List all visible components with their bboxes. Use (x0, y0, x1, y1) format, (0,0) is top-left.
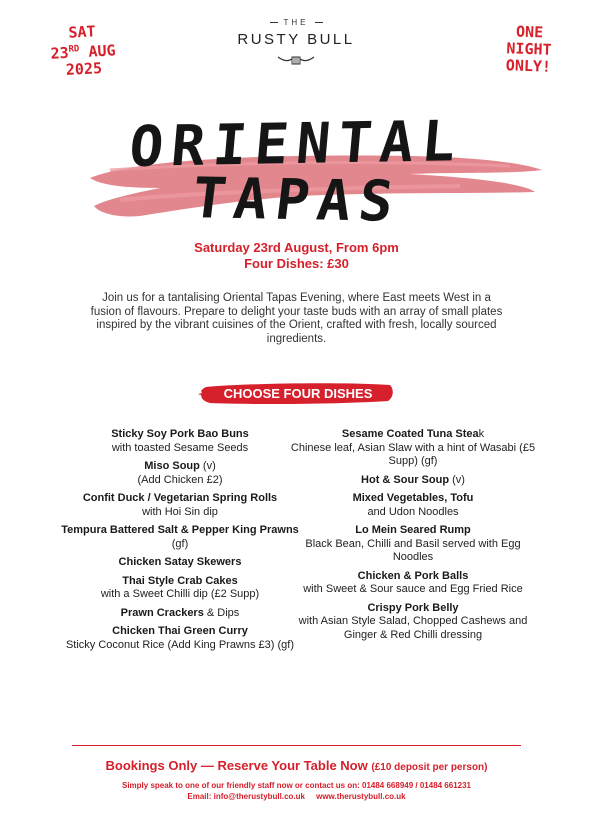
menu-item (55, 524, 305, 551)
stamp-night: NIGHT (506, 39, 552, 59)
menu-column-right (288, 428, 538, 647)
stamp-day-number: 23 (50, 43, 70, 63)
dish-suffix: (v) (199, 460, 216, 472)
choose-four-dishes-label: CHOOSE FOUR DISHES (223, 386, 373, 401)
stamp-one: ONE (515, 22, 544, 42)
menu-item (55, 492, 305, 519)
dish-description: Sticky Coconut Rice (Add King Prawns £3) (gf) (65, 638, 295, 651)
dish-name: Mixed Vegetables, Tofu (352, 492, 474, 504)
event-date-stamp (27, 21, 140, 81)
dish-suffix: (gf) (171, 537, 189, 550)
bookings-line (0, 758, 593, 773)
menu-item (288, 524, 538, 565)
deposit-note: (£10 deposit per person) (371, 762, 488, 773)
dish-description: with a Sweet Chilli dip (£2 Supp) (100, 588, 260, 600)
dish-name: Sesame Coated Tuna Stea (341, 428, 479, 440)
menu-item (288, 474, 538, 488)
dish-description: Chinese leaf, Asian Slaw with a hint of Wasabi (£5 Supp) (gf) (290, 441, 536, 467)
dish-description: with Sweet & Sour sauce and Egg Fried Rice (303, 583, 523, 595)
dish-description: with Hoi Sin dip (142, 505, 218, 518)
logo-the: THE (196, 18, 396, 27)
stamp-year: 2025 (65, 59, 103, 79)
dish-suffix: (v) (449, 473, 465, 486)
event-price-line: Four Dishes: £30 (244, 256, 349, 271)
title-line-1: ORIENTAL (126, 109, 467, 180)
stamp-day-name: SAT (68, 22, 97, 42)
menu-item (55, 575, 305, 602)
menu-item (288, 602, 538, 643)
dish-description: and Udon Noodles (367, 505, 459, 518)
dish-name: Crispy Pork Belly (367, 601, 459, 614)
dish-description: with toasted Sesame Seeds (111, 441, 249, 454)
dish-description: (Add Chicken £2) (137, 473, 223, 486)
email-link[interactable]: info@therustybull.co.uk (213, 792, 305, 801)
dish-name: Tempura Battered Salt & Pepper King Prawns (61, 524, 299, 536)
dish-name: Thai Style Crab Cakes (122, 574, 238, 587)
bookings-text: Bookings Only — Reserve Your Table Now (105, 758, 368, 773)
rusty-bull-logo (196, 18, 396, 71)
title-line-2: TAPAS (188, 166, 405, 235)
dish-name: Miso Soup (144, 460, 200, 472)
footer-divider (72, 745, 521, 746)
dish-name: Prawn Crackers (120, 606, 204, 619)
stamp-day-suffix: RD (68, 44, 80, 55)
dish-name: Lo Mein Seared Rump (355, 524, 471, 536)
menu-item (288, 428, 538, 469)
stamp-month: AUG (87, 41, 116, 61)
dish-name: Chicken Thai Green Curry (112, 625, 248, 637)
dish-name: Chicken Satay Skewers (118, 556, 242, 568)
email-label: Email: (187, 792, 212, 801)
website-link[interactable]: www.therustybull.co.uk (316, 792, 406, 801)
dish-name: Confit Duck / Vegetarian Spring Rolls (82, 492, 278, 504)
menu-column-left (55, 428, 305, 657)
menu-item (55, 607, 305, 621)
menu-item (55, 428, 305, 455)
menu-item (55, 625, 305, 652)
stamp-only: ONLY! (505, 56, 552, 76)
dish-name: Chicken & Pork Balls (357, 569, 469, 582)
bull-horns-icon (276, 54, 316, 66)
dish-name: Sticky Soy Pork Bao Buns (111, 428, 249, 440)
dish-name: Hot & Sour Soup (361, 473, 450, 486)
event-date-line: Saturday 23rd August, From 6pm (194, 240, 399, 255)
event-details (0, 240, 593, 272)
dish-suffix: & Dips (203, 606, 240, 619)
logo-name: RUSTY BULL (237, 31, 355, 48)
email-web-line (0, 792, 593, 802)
menu-item (55, 556, 305, 570)
menu-item (288, 570, 538, 597)
contact-line: Simply speak to one of our friendly staff now or contact us on: 01484 668949 / 01484 661231 (121, 781, 472, 790)
menu-item (288, 492, 538, 519)
dish-description: with Asian Style Salad, Chopped Cashews and Ginger & Red Chilli dressing (298, 615, 528, 641)
one-night-only-stamp (489, 23, 569, 77)
menu-item (55, 460, 305, 487)
dish-suffix: k (478, 428, 485, 440)
dish-description: Black Bean, Chilli and Basil served with Egg Noodles (305, 537, 521, 563)
intro-paragraph: Join us for a tantalising Oriental Tapas Evening, where East meets West in a fusion of flavours. Prepare to delight your taste buds with an array of small plates inspired by the vibrant cuisines of the Orient, crafted with fresh, locally sourced ingredients. (90, 292, 503, 345)
